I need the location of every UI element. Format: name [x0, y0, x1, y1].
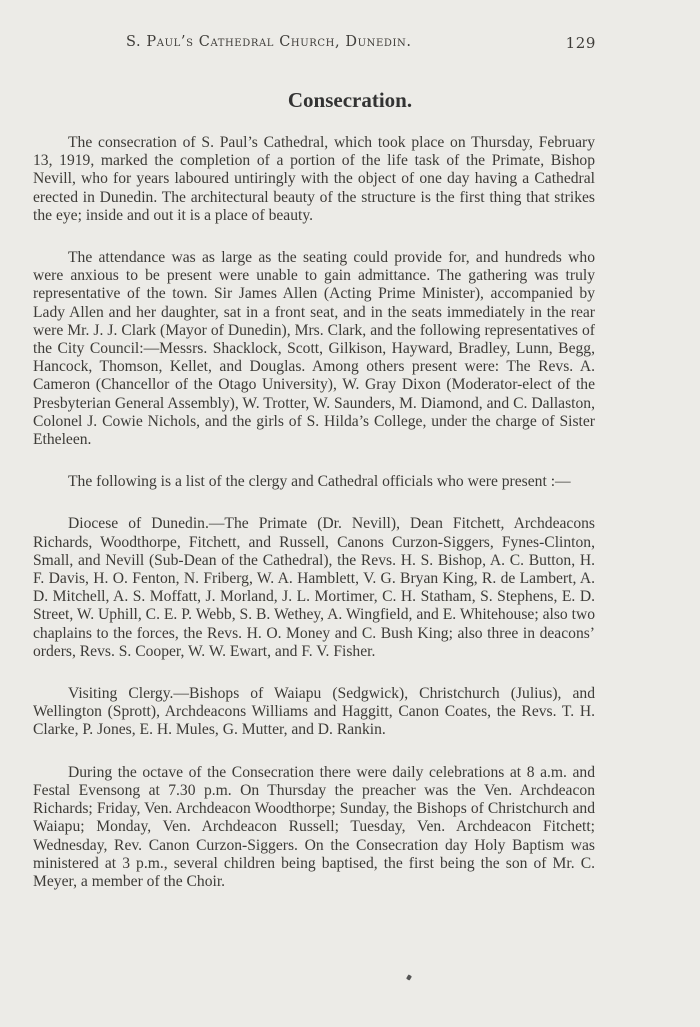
page-number: 129 — [565, 34, 596, 52]
running-head-title: S. Paul’s Cathedral Church, Dunedin. — [126, 34, 412, 50]
paragraph-visiting-clergy: Visiting Clergy.—Bishops of Waiapu (Sedgwick), Christchurch (Julius), and Wellington (Sprott), Archdeacons Williams and Haggitt, Canon Coates, the Revs. T. H. Clarke, P. Jones, E. H. Mules, G. Mutter, and D. Rankin. — [33, 685, 595, 739]
paragraph-clergy-list-intro: The following is a list of the clergy and Cathedral officials who were present :— — [68, 473, 571, 491]
section-heading: Consecration. — [287, 88, 413, 112]
running-head — [62, 34, 596, 54]
paragraph-attendance: The attendance was as large as the seating could provide for, and hundreds who were anxious to be present were unable to gain admittance. The gathering was truly representative of the town. Sir James Allen (Acting Prime Minister), accompanied by Lady Allen and her daughter, sat in a front seat, and in the seats immediately in the rear were Mr. J. J. Clark (Mayor of Dunedin), Mrs. Clark, and the following representatives of the City Council:—Messrs. Shacklock, Scott, Gilkison, Hayward, Bradley, Lunn, Begg, Hancock, Thomson, Kellet, and Douglas. Among others present were: The Revs. A. Cameron (Chancellor of the Otago University), W. Gray Dixon (Moderator-elect of the Presbyterian General Assembly), W. Trotter, W. Saunders, M. Diamond, and C. Dallaston, Colonel J. Cowie Nichols, and the girls of S. Hilda’s College, under the charge of Sister Etheleen. — [33, 249, 595, 449]
paragraph-consecration-intro: The consecration of S. Paul’s Cathedral, which took place on Thursday, February 13, 1919, marked the completion of a portion of the life task of the Primate, Bishop Nevill, who for years laboured untiringly with the object of one day having a Cathedral erected in Dunedin. The architectural beauty of the structure is the first thing that strikes the eye; inside and out it is a place of beauty. — [33, 134, 595, 224]
ink-speck — [406, 974, 412, 980]
paragraph-diocese-clergy: Diocese of Dunedin.—The Primate (Dr. Nevill), Dean Fitchett, Archdeacons Richards, Woodthorpe, Fitchett, and Russell, Canons Curzon-Siggers, Fynes-Clinton, Small, and Nevill (Sub-Dean of the Cathedral), the Revs. H. S. Bishop, A. C. Button, H. F. Davis, H. O. Fenton, N. Friberg, W. A. Hamblett, V. G. Bryan King, R. de Lambert, A. D. Mitchell, A. S. Moffatt, J. Morland, J. L. Mortimer, C. H. Statham, S. Stephens, E. D. Street, W. Uphill, C. E. P. Webb, S. B. Wethey, A. Wingfield, and E. Whitehouse; also two chaplains to the forces, the Revs. H. O. Money and C. Bush King; also three in deacons’ orders, Revs. S. Cooper, W. W. Ewart, and F. V. Fisher. — [33, 515, 595, 660]
body-text — [33, 134, 595, 915]
paragraph-octave: During the octave of the Consecration there were daily celebrations at 8 a.m. and Festal Evensong at 7.30 p.m. On Thursday the preacher was the Ven. Archdeacon Richards; Friday, Ven. Archdeacon Woodthorpe; Sunday, the Bishops of Christchurch and Waiapu; Monday, Ven. Archdeacon Russell; Tuesday, Ven. Archdeacon Fitchett; Wednesday, Rev. Canon Curzon-Siggers. On the Consecration day Holy Baptism was ministered at 3 p.m., several children being baptised, the first being the son of Mr. C. Meyer, a member of the Choir. — [33, 763, 595, 890]
